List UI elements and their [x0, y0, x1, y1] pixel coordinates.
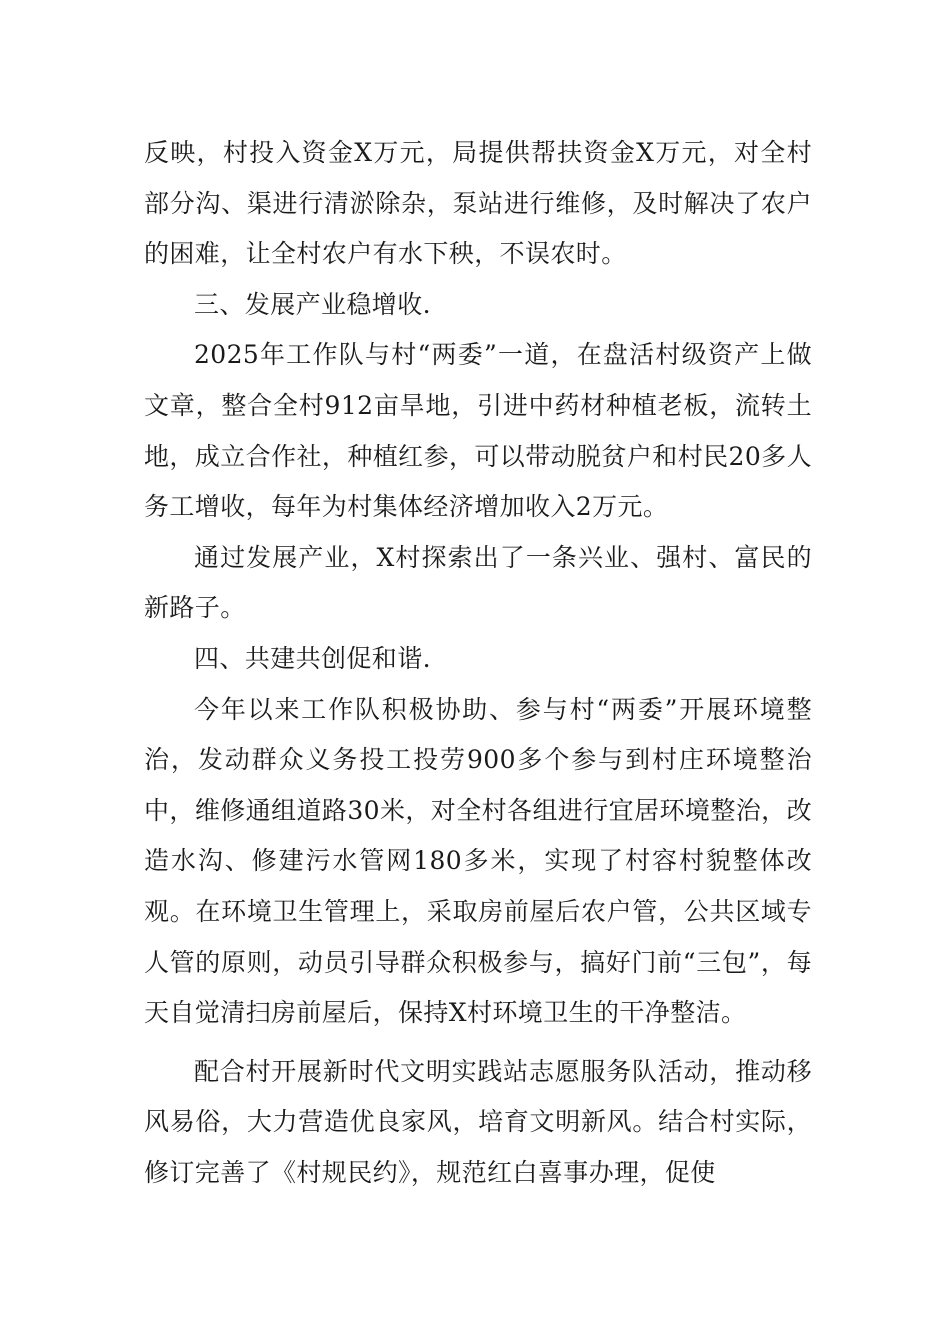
paragraph-civilization: 配合村开展新时代文明实践站志愿服务队活动，推动移风易俗，大力营造优良家风，培育文明新风。结合村实际，修订完善了《村规民约》，规范红白喜事办理，促使	[144, 1056, 812, 1187]
section-heading-4: 四、共建共创促和谐.	[194, 643, 431, 673]
paragraph-environment: 今年以来工作队积极协助、参与村“两委”开展环境整治，发动群众义务投工投劳900多个参与到村庄环境整治中，维修通组道路30米，对全村各组进行宜居环境整治，改造水沟、修建污水管网180多米，实现了村容村貌整体改观。在环境卫生管理上，采取房前屋后农户管，公共区域专人管的原则，动员引导群众积极参与，搞好门前“三包”，每天自觉清扫房前屋后，保持X村环境卫生的干净整洁。	[144, 694, 812, 1028]
paragraph-continuation: 反映，村投入资金X万元，局提供帮扶资金X万元，对全村部分沟、渠进行清淤除杂，泵站进行维修，及时解决了农户的困难，让全村农户有水下秧，不误农时。	[144, 138, 812, 269]
paragraph-industry: 2025年工作队与村“两委”一道，在盘活村级资产上做文章，整合全村912亩旱地，引进中药材种植老板，流转土地，成立合作社，种植红参，可以带动脱贫户和村民20多人务工增收，每年为村集体经济增加收入2万元。	[144, 340, 812, 522]
document-body	[144, 128, 812, 1198]
section-heading-3: 三、发展产业稳增收.	[194, 289, 431, 319]
paragraph-industry-summary: 通过发展产业，X村探索出了一条兴业、强村、富民的新路子。	[144, 542, 812, 623]
